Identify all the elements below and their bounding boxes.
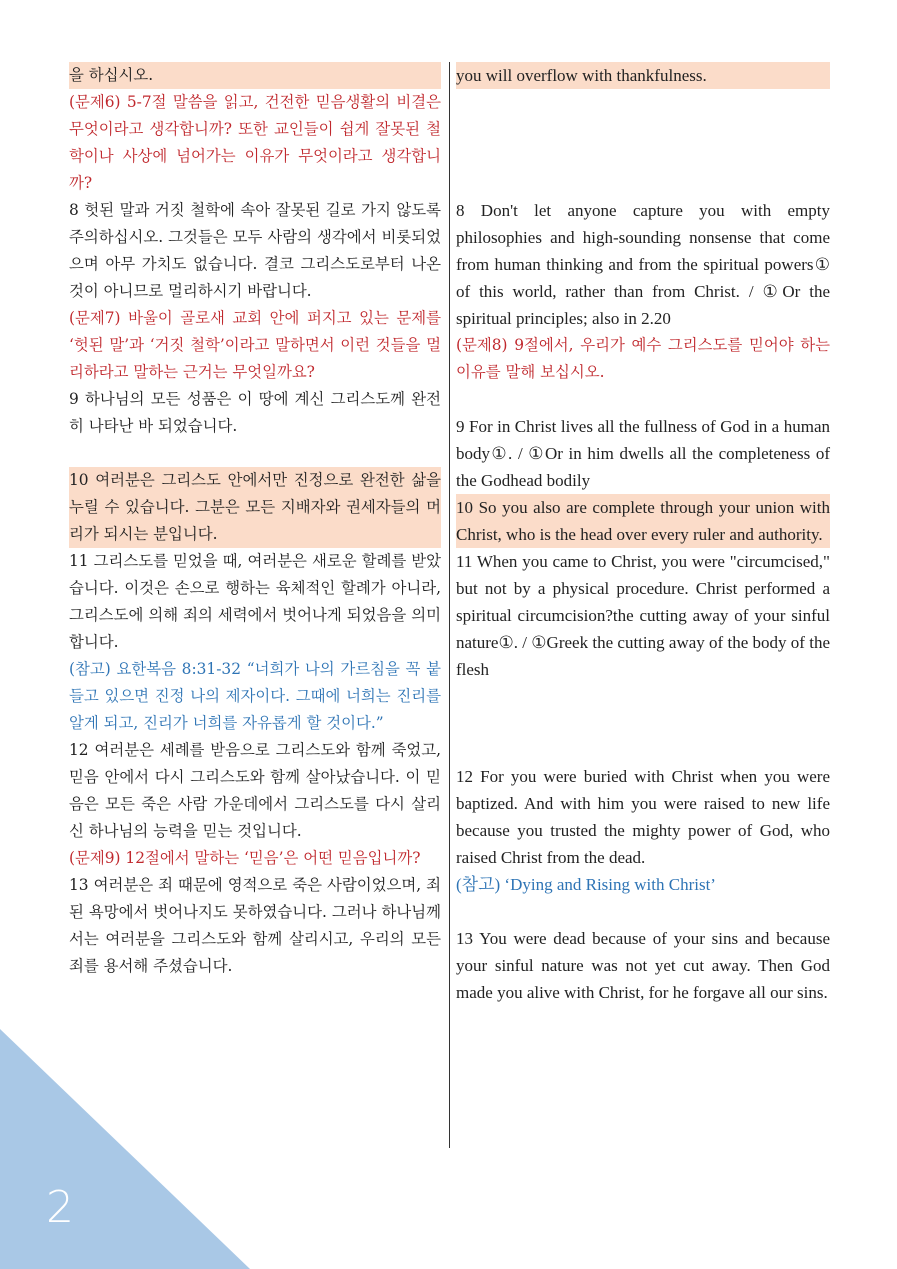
korean-intro: 을 하십시오. xyxy=(69,62,441,89)
english-verse-11: 11 When you came to Christ, you were "circumcised," but not by a physical procedure. Christ performed a spiritual circumcision?the cutting away of your sinful nature①. / ①Greek the cutting away of the body of the flesh xyxy=(456,552,830,679)
english-verse-9: 9 For in Christ lives all the fullness of God in a human body①. / ①Or in him dwells all the completeness of the Godhead bodily xyxy=(456,417,830,490)
english-verse-13: 13 You were dead because of your sins and because your sinful nature was not yet cut away. Then God made you alive with Christ, for he forgave all our sins. xyxy=(456,929,830,1002)
korean-question-7: (문제7) 바울이 골로새 교회 안에 퍼지고 있는 문제를 ‘헛된 말’과 ‘거짓 철학’이라고 말하면서 이런 것들을 멀리하라고 말하는 근거는 무엇일까요? xyxy=(69,309,441,381)
page-number: 2 xyxy=(46,1182,74,1233)
korean-verse-12: 12 여러분은 세례를 받음으로 그리스도와 함께 죽었고, 믿음 안에서 다시 그리스도와 함께 살아났습니다. 이 믿음은 모든 죽은 사람 가운데에서 그리스도를 다시 살리신 하나님의 능력을 믿는 것입니다. xyxy=(69,741,441,840)
english-verse-10: 10 So you also are complete through your union with Christ, who is the head over every ruler and authority. xyxy=(456,494,830,548)
korean-reference-john: (참고) 요한복음 8:31-32 “너희가 나의 가르침을 꼭 붙들고 있으면 진정 나의 제자이다. 그때에 너희는 진리를 알게 되고, 진리가 너희를 자유롭게 할 것이다.” xyxy=(69,660,441,732)
english-column xyxy=(456,62,830,1006)
korean-column xyxy=(69,62,441,980)
korean-question-9: (문제9) 12절에서 말하는 ‘믿음’은 어떤 믿음입니까? xyxy=(69,849,421,867)
english-verse-12: 12 For you were buried with Christ when you were baptized. And with him you were raised to new life because you trusted the mighty power of God, who raised Christ from the dead. xyxy=(456,767,830,867)
english-reference: (참고) ‘Dying and Rising with Christ’ xyxy=(456,875,716,894)
korean-verse-9: 9 하나님의 모든 성품은 이 땅에 계신 그리스도께 완전히 나타난 바 되었습니다. xyxy=(69,390,441,435)
corner-triangle-decoration xyxy=(0,1029,250,1269)
korean-verse-8: 8 헛된 말과 거짓 철학에 속아 잘못된 길로 가지 않도록 주의하십시오. 그것들은 모두 사람의 생각에서 비롯되었으며 아무 가치도 없습니다. 결코 그리스도로부터 나온 것이 아니므로 멀리하시기 바랍니다. xyxy=(69,201,441,300)
english-intro: you will overflow with thankfulness. xyxy=(456,62,830,89)
korean-question-6: (문제6) 5-7절 말씀을 읽고, 건전한 믿음생활의 비결은 무엇이라고 생각합니까? 또한 교인들이 쉽게 잘못된 철학이나 사상에 넘어가는 이유가 무엇이라고 생각합니까? xyxy=(69,93,441,192)
korean-verse-11: 11 그리스도를 믿었을 때, 여러분은 새로운 할례를 받았습니다. 이것은 손으로 행하는 육체적인 할례가 아니라, 그리스도에 의해 죄의 세력에서 벗어나게 되었음을 의미합니다. xyxy=(69,552,441,651)
english-question-8: (문제8) 9절에서, 우리가 예수 그리스도를 믿어야 하는 이유를 말해 보십시오. xyxy=(456,336,830,381)
column-divider xyxy=(449,62,450,1148)
korean-verse-13: 13 여러분은 죄 때문에 영적으로 죽은 사람이었으며, 죄된 욕망에서 벗어나지도 못하였습니다. 그러나 하나님께서는 여러분을 그리스도와 함께 살리시고, 우리의 모든 죄를 용서해 주셨습니다. xyxy=(69,876,441,975)
korean-verse-10: 10 여러분은 그리스도 안에서만 진정으로 완전한 삶을 누릴 수 있습니다. 그분은 모든 지배자와 권세자들의 머리가 되시는 분입니다. xyxy=(69,467,441,548)
english-verse-8: 8 Don't let anyone capture you with empty philosophies and high-sounding nonsense that come from human thinking and from the spiritual powers① of this world, rather than from Christ. / ①Or the spiritual principles; also in 2.20 xyxy=(456,201,830,328)
